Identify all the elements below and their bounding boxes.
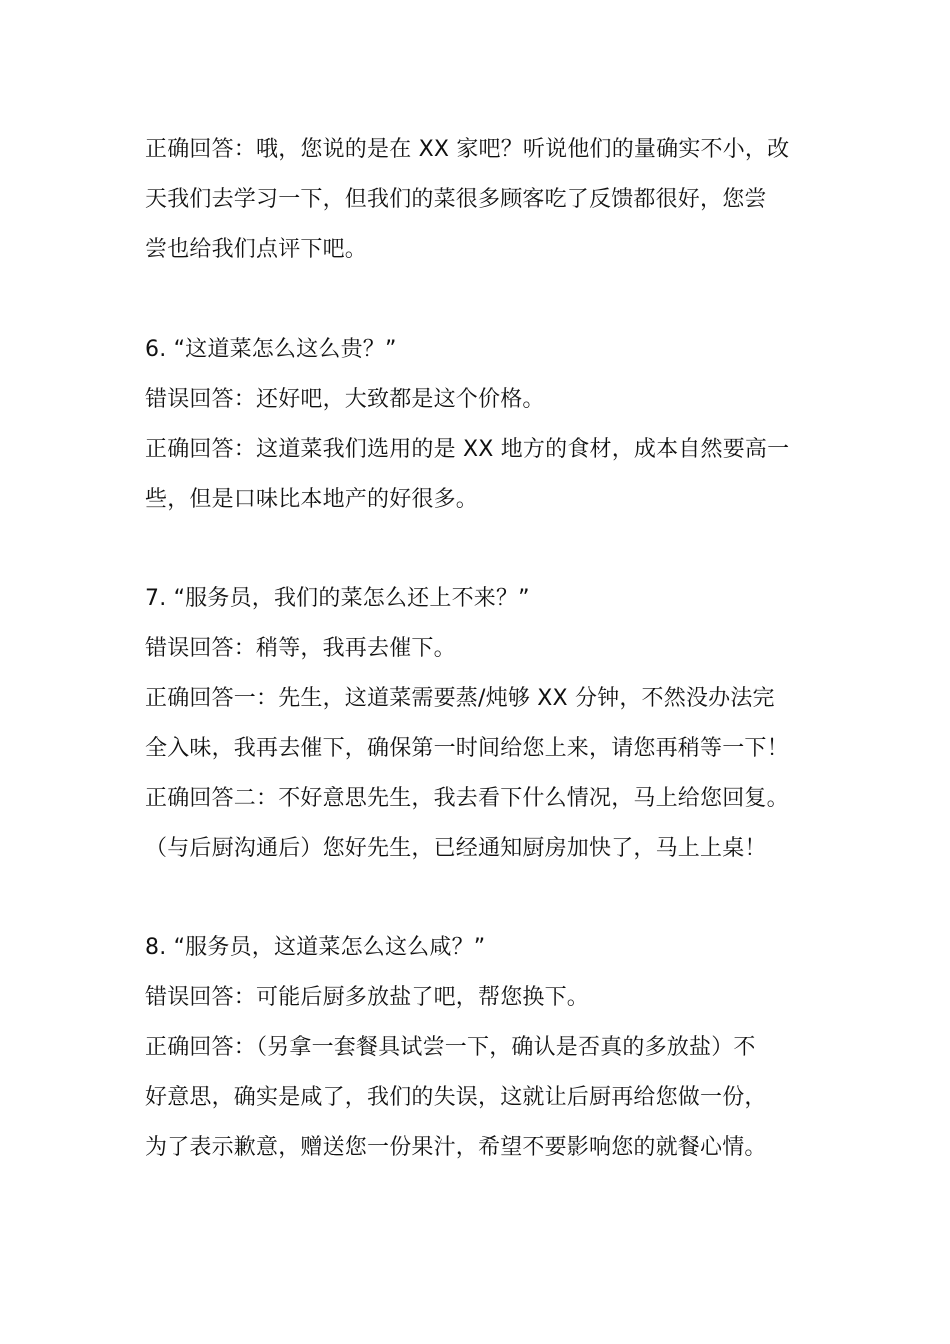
answer-correct-7b-line-1: 正确回答二：不好意思先生，我去看下什么情况，马上给您回复。 xyxy=(145,786,789,811)
answer-correct-6-line-1: 正确回答：这道菜我们选用的是 XX 地方的食材，成本自然要高一 xyxy=(145,437,790,462)
question-8-heading: 8. “服务员，这道菜怎么这么咸？” xyxy=(145,935,486,960)
answer-wrong-6: 错误回答：还好吧，大致都是这个价格。 xyxy=(145,387,545,412)
question-6-heading: 6. “这道菜怎么这么贵？” xyxy=(145,337,397,362)
answer-correct-5-line-3: 尝也给我们点评下吧。 xyxy=(145,237,368,262)
answer-correct-7b-line-2: （与后厨沟通后）您好先生，已经通知厨房加快了，马上上桌！ xyxy=(145,836,767,861)
answer-correct-8-line-1: 正确回答：（另拿一套餐具试尝一下，确认是否真的多放盐）不 xyxy=(145,1035,756,1060)
answer-wrong-7: 错误回答：稍等，我再去催下。 xyxy=(145,636,456,661)
answer-correct-5-line-2: 天我们去学习一下，但我们的菜很多顾客吃了反馈都很好，您尝 xyxy=(145,187,767,212)
answer-correct-8-line-2: 好意思，确实是咸了，我们的失误，这就让后厨再给您做一份， xyxy=(145,1085,767,1110)
answer-correct-7a-line-2: 全入味，我再去催下，确保第一时间给您上来，请您再稍等一下！ xyxy=(145,736,789,761)
answer-correct-8-line-3: 为了表示歉意，赠送您一份果汁，希望不要影响您的就餐心情。 xyxy=(145,1135,767,1160)
answer-correct-7a-line-1: 正确回答一：先生，这道菜需要蒸/炖够 XX 分钟，不然没办法完 xyxy=(145,686,775,711)
answer-wrong-8: 错误回答：可能后厨多放盐了吧，帮您换下。 xyxy=(145,985,590,1010)
answer-correct-5-line-1: 正确回答：哦，您说的是在 XX 家吧？听说他们的量确实不小，改 xyxy=(145,137,790,162)
question-7-heading: 7. “服务员，我们的菜怎么还上不来？” xyxy=(145,586,530,611)
answer-correct-6-line-2: 些，但是口味比本地产的好很多。 xyxy=(145,487,479,512)
